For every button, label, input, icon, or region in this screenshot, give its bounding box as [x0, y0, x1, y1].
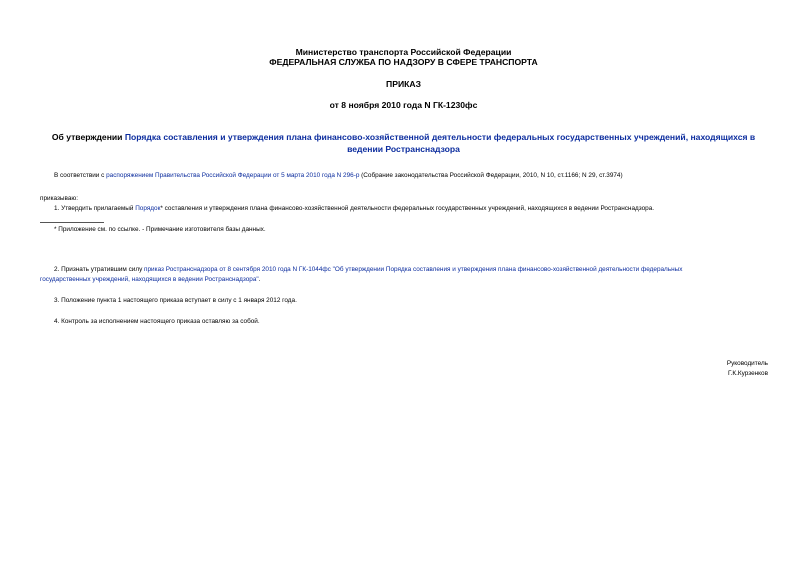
document-title: [0, 131, 807, 143]
title-link-line2[interactable]: ведении Ространснадзора: [347, 144, 460, 154]
procedure-link[interactable]: Порядок: [135, 205, 161, 212]
document-type: ПРИКАЗ: [386, 79, 421, 89]
item-2-prefix: 2. Признать утратившим силу: [54, 266, 145, 273]
footnote: * Приложение см. по ссылке. - Примечание изготовителя базы данных.: [54, 226, 266, 233]
preamble-suffix: (Собрание законодательства Российской Федерации, 2010, N 10, ст.1166; N 29, ст.3974): [359, 172, 623, 179]
item-4: 4. Контроль за исполнением настоящего приказа оставляю за собой.: [54, 318, 260, 325]
item-1-suffix: * составления и утверждения плана финансово-хозяйственной деятельности федеральных государственных учреждений, находящихся в ведении Ространснадзора.: [160, 205, 655, 212]
preamble: [54, 172, 623, 180]
item-2-line1: [54, 266, 682, 274]
preamble-prefix: В соответствии с: [54, 172, 107, 179]
service-name: ФЕДЕРАЛЬНАЯ СЛУЖБА ПО НАДЗОРУ В СФЕРЕ ТРАНСПОРТА: [269, 57, 538, 67]
item-2-suffix: .: [258, 276, 261, 283]
signature-name: Г.К.Курзенков: [727, 370, 768, 377]
signature-position: Руководитель: [726, 360, 768, 367]
order-word: приказываю:: [40, 195, 78, 202]
item-2-line2: [40, 276, 260, 284]
title-link-line1[interactable]: Порядка составления и утверждения плана финансово-хозяйственной деятельности федеральных государственных учреждений, находящихся в: [124, 132, 756, 142]
footnote-divider: [40, 222, 104, 223]
repealed-order-link-line2[interactable]: государственных учреждений, находящихся в ведении Ространснадзора": [40, 276, 259, 283]
repealed-order-link-line1[interactable]: приказ Ространснадзора от 8 сентября 2010 года N ГК-1044фс "Об утверждении Порядка составления и утверждения плана финансово-хозяйственной деятельности федеральных: [144, 266, 683, 273]
title-prefix: Об утверждении: [51, 132, 125, 142]
document-date-number: от 8 ноября 2010 года N ГК-1230фс: [329, 100, 478, 110]
document-title-line2: [0, 143, 807, 155]
item-3: 3. Положение пункта 1 настоящего приказа вступает в силу с 1 января 2012 года.: [54, 297, 297, 304]
item-1-prefix: 1. Утвердить прилагаемый: [54, 205, 136, 212]
item-1: [54, 205, 654, 213]
ministry-name: Министерство транспорта Российской Федерации: [295, 47, 512, 57]
government-order-link[interactable]: распоряжением Правительства Российской Федерации от 5 марта 2010 года N 296-р: [106, 172, 360, 179]
